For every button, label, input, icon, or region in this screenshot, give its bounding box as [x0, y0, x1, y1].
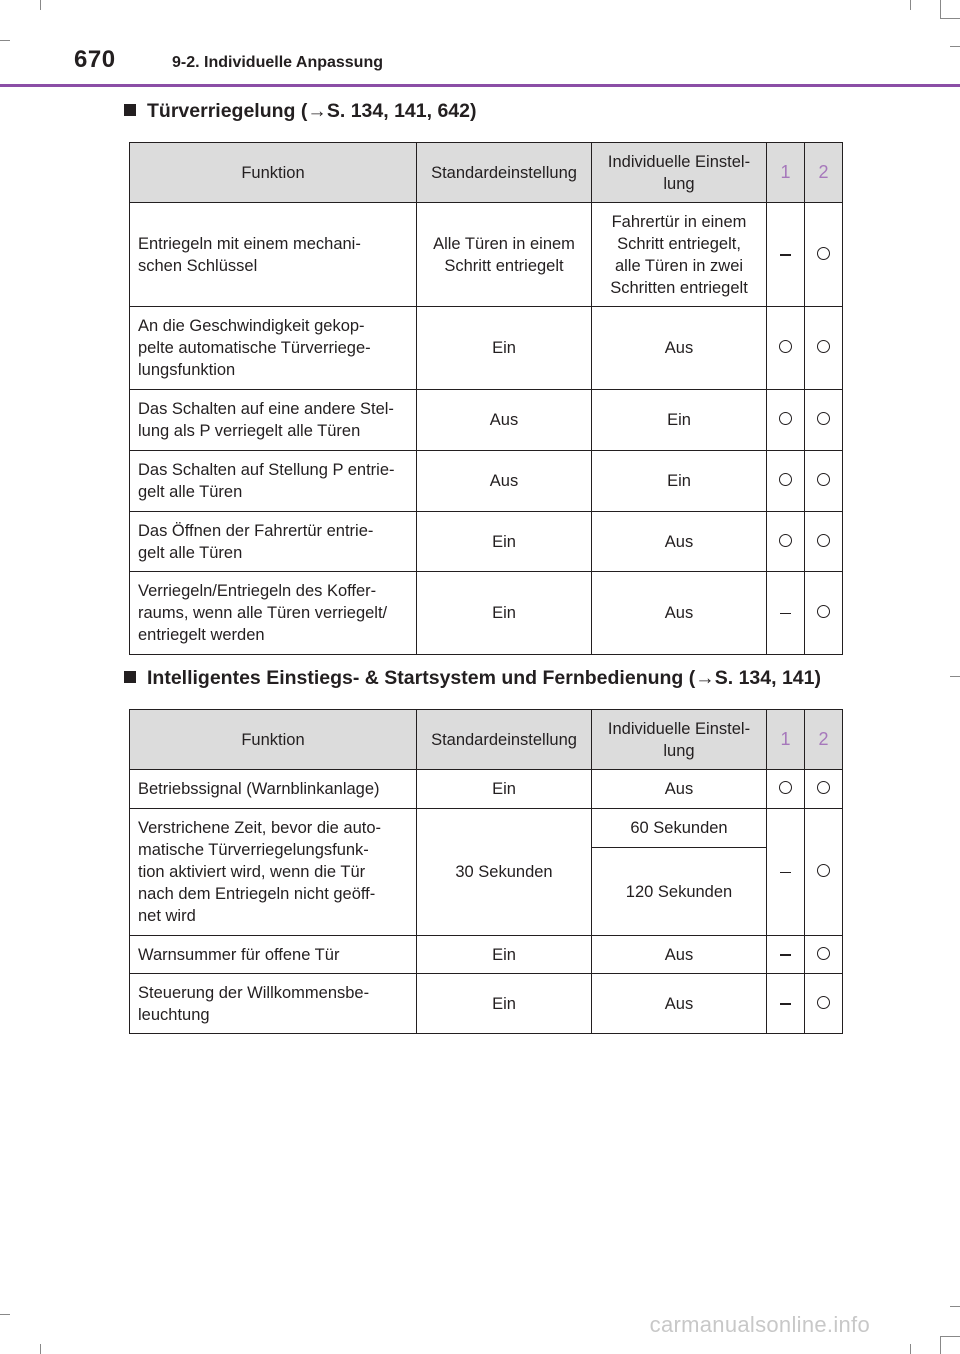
- column-header-custom: Individuelle Einstel- lung: [592, 143, 767, 203]
- default-cell: Ein: [417, 770, 592, 809]
- function-cell: Steuerung der Willkommensbe- leuchtung: [130, 974, 417, 1034]
- custom-cell-option-2: 120 Sekunden: [592, 848, 767, 936]
- method-2-cell: [805, 936, 843, 974]
- dash-icon: [780, 954, 791, 956]
- circle-icon: [779, 534, 792, 547]
- crop-mark: [0, 40, 10, 41]
- method-1-label: 1: [780, 162, 791, 182]
- custom-cell: Ein: [592, 390, 767, 451]
- crop-mark: [0, 1314, 10, 1315]
- settings-table-smart-entry: [129, 709, 843, 1034]
- crop-mark: [910, 1344, 911, 1354]
- function-cell: Verriegeln/Entriegeln des Koffer- raums, wenn alle Türen verriegelt/ entriegelt werden: [130, 572, 417, 655]
- square-bullet-icon: [124, 671, 136, 683]
- dash-icon: [780, 254, 791, 256]
- method-2-cell: [805, 809, 843, 936]
- circle-icon: [779, 340, 792, 353]
- crop-mark: [940, 1336, 960, 1337]
- table-header-row: [130, 143, 843, 203]
- circle-icon: [779, 412, 792, 425]
- circle-icon: [779, 781, 792, 794]
- function-cell: An die Geschwindigkeit gekop- pelte automatische Türverriege- lungsfunktion: [130, 307, 417, 390]
- table-row: [130, 974, 843, 1034]
- column-header-default: Standardeinstellung: [417, 143, 592, 203]
- table-row: [130, 936, 843, 974]
- function-cell: Warnsummer für offene Tür: [130, 936, 417, 974]
- table-row: [130, 572, 843, 655]
- method-2-cell: [805, 451, 843, 512]
- method-1-cell: [767, 974, 805, 1034]
- method-1-cell: [767, 572, 805, 655]
- table-row: [130, 512, 843, 572]
- custom-cell: Aus: [592, 936, 767, 974]
- method-1-cell: [767, 770, 805, 809]
- circle-icon: [817, 247, 830, 260]
- circle-icon: [779, 473, 792, 486]
- column-header-custom: Individuelle Einstel- lung: [592, 710, 767, 770]
- crop-mark: [950, 46, 960, 47]
- table-row: [130, 203, 843, 307]
- header-rule: [0, 84, 960, 87]
- default-cell: Aus: [417, 451, 592, 512]
- crop-mark: [910, 0, 911, 10]
- default-cell: Ein: [417, 512, 592, 572]
- method-1-cell: [767, 307, 805, 390]
- custom-cell: Aus: [592, 770, 767, 809]
- circle-icon: [817, 864, 830, 877]
- circle-icon: [817, 412, 830, 425]
- section-heading-text: Türverriegelung (→S. 134, 141, 642): [147, 100, 477, 122]
- custom-cell: Ein: [592, 451, 767, 512]
- method-2-cell: [805, 203, 843, 307]
- circle-icon: [817, 473, 830, 486]
- column-header-method-1: [767, 143, 805, 203]
- method-1-cell: [767, 203, 805, 307]
- square-bullet-icon: [124, 104, 136, 116]
- table-row: [130, 390, 843, 451]
- custom-cell-option-1: 60 Sekunden: [592, 809, 767, 848]
- custom-cell: Aus: [592, 512, 767, 572]
- section-header: 9-2. Individuelle Anpassung: [172, 54, 383, 71]
- default-cell: Ein: [417, 307, 592, 390]
- custom-cell: Fahrertür in einem Schritt entriegelt, alle Türen in zwei Schritten entriegelt: [592, 203, 767, 307]
- crop-mark: [940, 1336, 941, 1354]
- custom-cell: Aus: [592, 572, 767, 655]
- table-header-row: [130, 710, 843, 770]
- column-header-default: Standardeinstellung: [417, 710, 592, 770]
- function-cell: Betriebssignal (Warnblinkanlage): [130, 770, 417, 809]
- method-2-label: 2: [818, 729, 829, 749]
- custom-cell: Aus: [592, 974, 767, 1034]
- dash-icon: [780, 1003, 791, 1005]
- function-cell: Verstrichene Zeit, bevor die auto- matische Türverriegelungsfunk- tion aktiviert wird, wenn die Tür nach dem Entriegeln nicht geöff- net wird: [130, 809, 417, 936]
- section-heading-door-locking: [124, 100, 476, 123]
- watermark: carmanualsonline.info: [649, 1312, 870, 1337]
- dash-icon: [780, 613, 791, 615]
- circle-icon: [817, 340, 830, 353]
- function-cell: Das Schalten auf Stellung P entrie- gelt alle Türen: [130, 451, 417, 512]
- dash-icon: [780, 872, 791, 874]
- function-cell: Das Schalten auf eine andere Stel- lung als P verriegelt alle Türen: [130, 390, 417, 451]
- section-heading-text: Intelligentes Einstiegs- & Startsystem und Fernbedienung (→S. 134, 141): [147, 667, 821, 689]
- function-cell: Das Öffnen der Fahrertür entrie- gelt alle Türen: [130, 512, 417, 572]
- default-cell: Aus: [417, 390, 592, 451]
- circle-icon: [817, 996, 830, 1009]
- default-cell: Ein: [417, 572, 592, 655]
- circle-icon: [817, 605, 830, 618]
- default-cell: Ein: [417, 936, 592, 974]
- method-2-cell: [805, 307, 843, 390]
- table-row: [130, 809, 843, 848]
- column-header-method-2: [805, 710, 843, 770]
- method-1-cell: [767, 390, 805, 451]
- crop-mark: [950, 1306, 960, 1307]
- method-1-cell: [767, 936, 805, 974]
- crop-mark: [940, 0, 941, 18]
- table-row: [130, 451, 843, 512]
- function-cell: Entriegeln mit einem mechani- schen Schlüssel: [130, 203, 417, 307]
- method-2-cell: [805, 974, 843, 1034]
- table-row: [130, 770, 843, 809]
- method-1-cell: [767, 451, 805, 512]
- method-1-label: 1: [780, 729, 791, 749]
- section-heading-smart-entry: [124, 667, 821, 690]
- column-header-function: Funktion: [130, 710, 417, 770]
- table-row: [130, 307, 843, 390]
- column-header-method-2: [805, 143, 843, 203]
- method-1-cell: [767, 809, 805, 936]
- default-cell: Ein: [417, 974, 592, 1034]
- crop-mark: [940, 18, 960, 19]
- circle-icon: [817, 947, 830, 960]
- method-1-cell: [767, 512, 805, 572]
- method-2-cell: [805, 770, 843, 809]
- settings-table-door-locking: [129, 142, 843, 655]
- method-2-label: 2: [818, 162, 829, 182]
- crop-mark: [950, 676, 960, 677]
- circle-icon: [817, 781, 830, 794]
- method-2-cell: [805, 390, 843, 451]
- method-2-cell: [805, 512, 843, 572]
- custom-cell: Aus: [592, 307, 767, 390]
- crop-mark: [40, 0, 41, 10]
- circle-icon: [817, 534, 830, 547]
- column-header-function: Funktion: [130, 143, 417, 203]
- default-cell: 30 Sekunden: [417, 809, 592, 936]
- default-cell: Alle Türen in einem Schritt entriegelt: [417, 203, 592, 307]
- crop-mark: [40, 1344, 41, 1354]
- method-2-cell: [805, 572, 843, 655]
- column-header-method-1: [767, 710, 805, 770]
- page-number: 670: [74, 46, 116, 73]
